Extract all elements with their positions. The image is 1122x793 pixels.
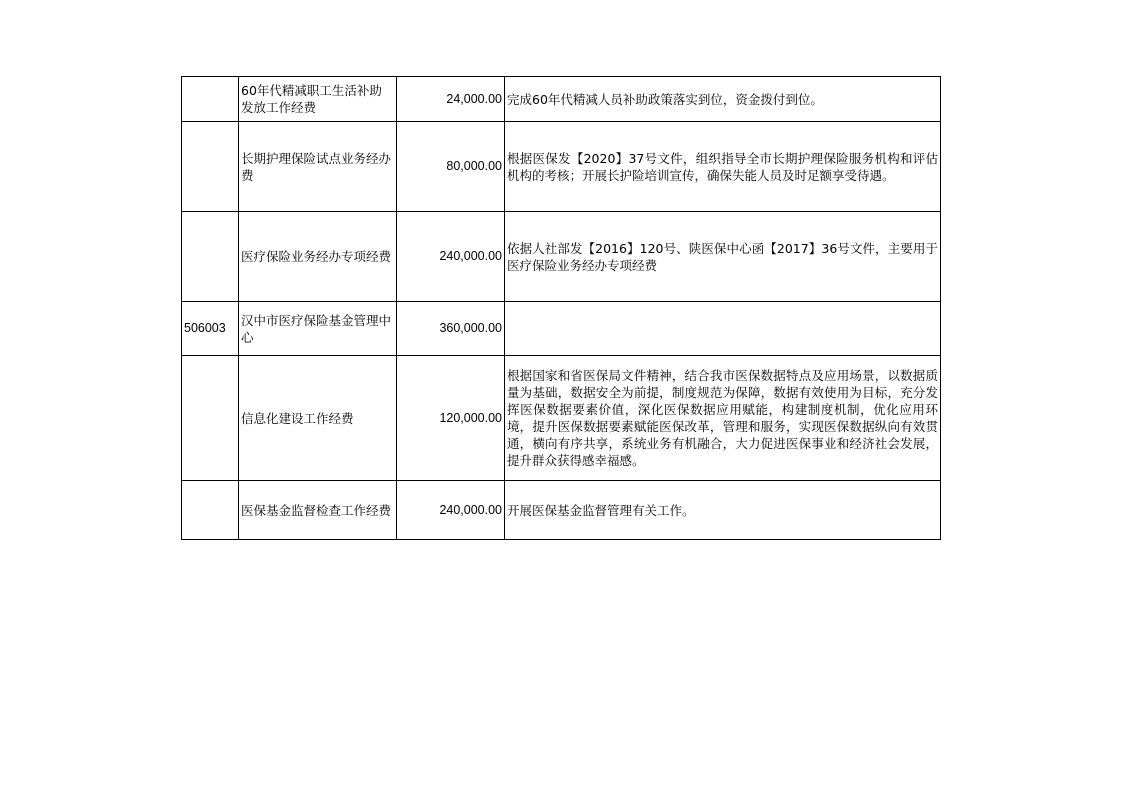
unit-code-cell: 506003: [182, 302, 239, 356]
description-cell: 依据人社部发【2016】120号、陕医保中心函【2017】36号文件，主要用于医疗保险业务经办专项经费: [505, 212, 941, 302]
table-row: [182, 122, 941, 212]
unit-code-cell: [182, 212, 239, 302]
description-cell: 完成60年代精减人员补助政策落实到位，资金拨付到位。: [505, 77, 941, 122]
amount-cell: 240,000.00: [397, 212, 505, 302]
unit-code-cell: [182, 77, 239, 122]
table-row: [182, 77, 941, 122]
item-name-cell: 长期护理保险试点业务经办费: [239, 122, 397, 212]
table-row: [182, 481, 941, 540]
item-name-cell: 汉中市医疗保险基金管理中心: [239, 302, 397, 356]
amount-cell: 80,000.00: [397, 122, 505, 212]
amount-cell: 240,000.00: [397, 481, 505, 540]
table-row: [182, 356, 941, 481]
item-name-cell: 60年代精减职工生活补助发放工作经费: [239, 77, 397, 122]
description-cell: 根据医保发【2020】37号文件，组织指导全市长期护理保险服务机构和评估机构的考核；开展长护险培训宣传，确保失能人员及时足额享受待遇。: [505, 122, 941, 212]
item-name-cell: 信息化建设工作经费: [239, 356, 397, 481]
item-name-cell: 医疗保险业务经办专项经费: [239, 212, 397, 302]
unit-code-cell: [182, 122, 239, 212]
description-cell: 根据国家和省医保局文件精神，结合我市医保数据特点及应用场景，以数据质量为基础，数据安全为前提，制度规范为保障，数据有效使用为目标，充分发挥医保数据要素价值，深化医保数据应用赋能，构建制度机制，优化应用环境，提升医保数据要素赋能医保改革，管理和服务，实现医保数据纵向有效贯通，横向有序共享，系统业务有机融合，大力促进医保事业和经济社会发展，提升群众获得感幸福感。: [505, 356, 941, 481]
table-row: [182, 212, 941, 302]
unit-code-cell: [182, 481, 239, 540]
description-cell: 开展医保基金监督管理有关工作。: [505, 481, 941, 540]
amount-cell: 120,000.00: [397, 356, 505, 481]
item-name-cell: 医保基金监督检查工作经费: [239, 481, 397, 540]
amount-cell: 360,000.00: [397, 302, 505, 356]
budget-table: [181, 76, 941, 540]
description-cell: [505, 302, 941, 356]
unit-code-cell: [182, 356, 239, 481]
table-row: [182, 302, 941, 356]
amount-cell: 24,000.00: [397, 77, 505, 122]
